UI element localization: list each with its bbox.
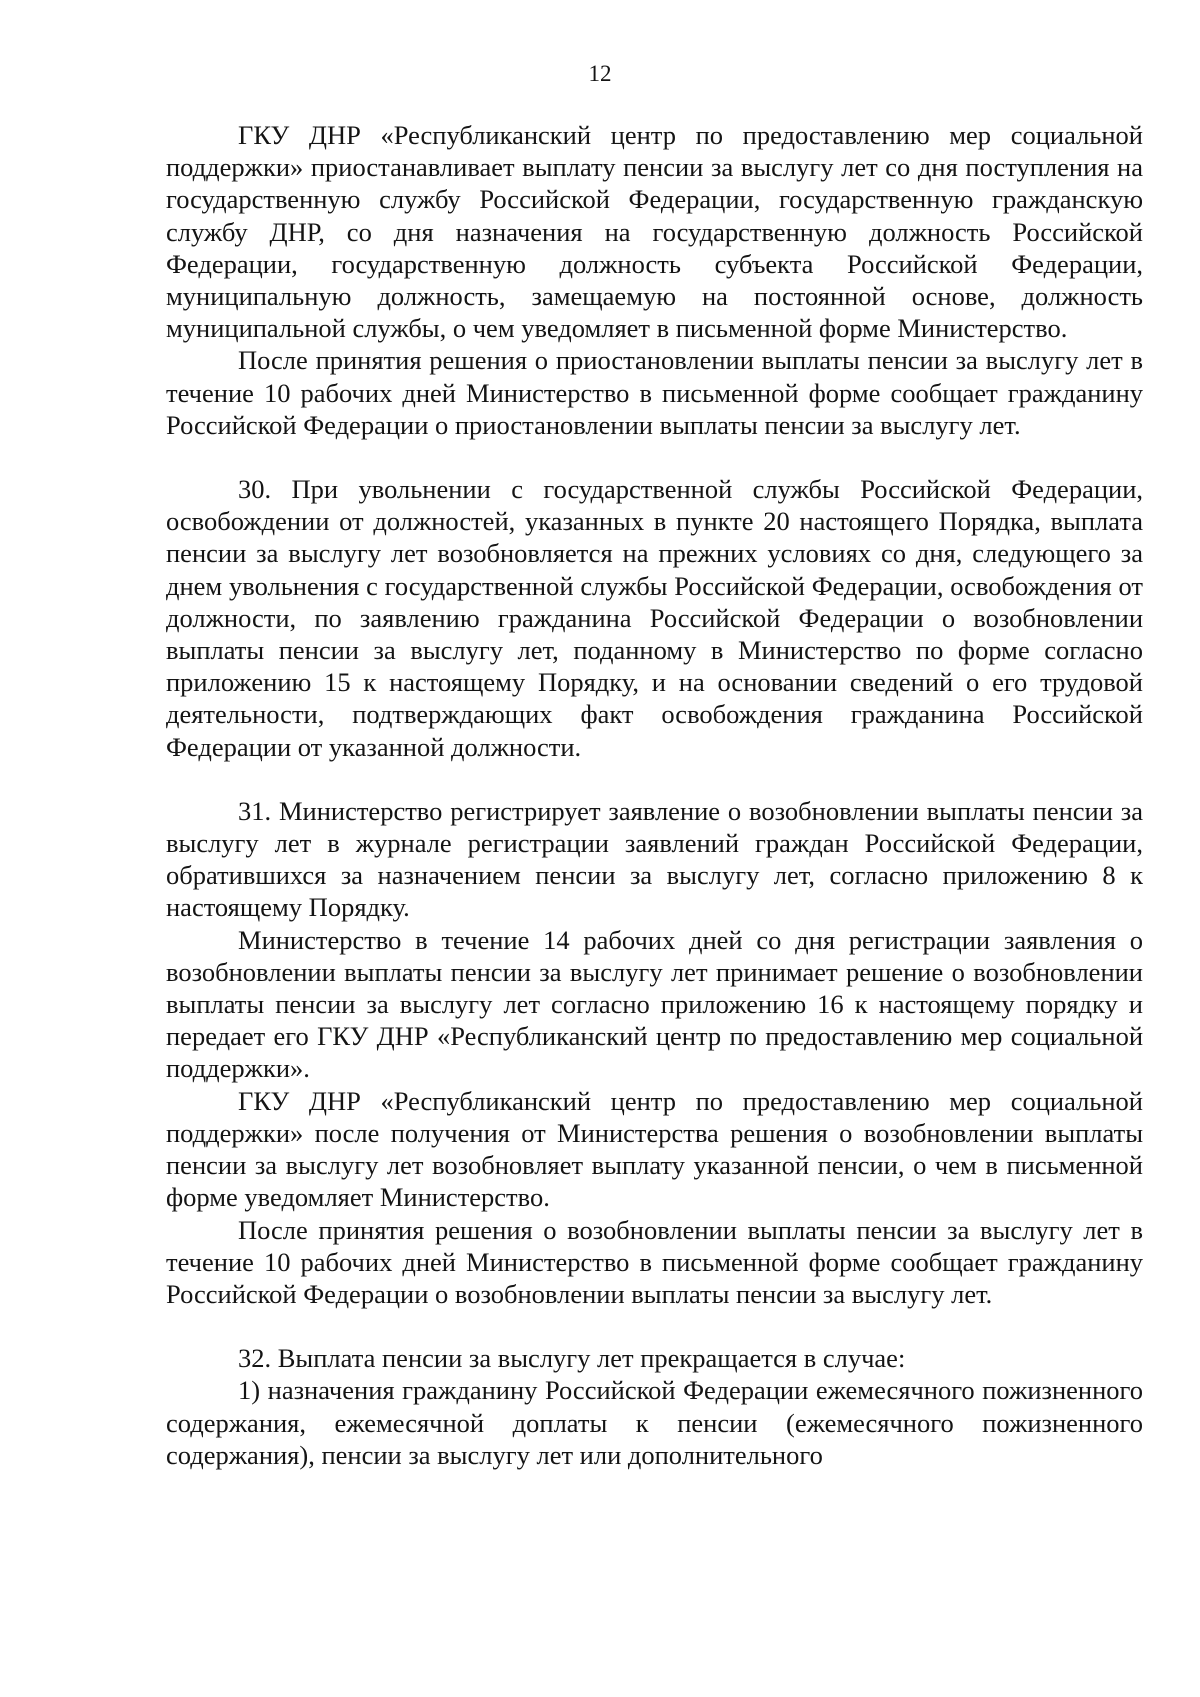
paragraph-resumption-notice: После принятия решения о возобновлении выплаты пенсии за выслугу лет в течение 10 рабочих дней Министерство в письменной форме сообщает гражданину Российской Федерации о возобновлении выплаты пенсии за выслугу лет. bbox=[166, 1214, 1143, 1309]
paragraph-item-30: 30. При увольнении с государственной службы Российской Федерации, освобождении от должностей, указанных в пункте 20 настоящего Порядка, выплата пенсии за выслугу лет возобновляется на прежних условиях со дня, следующего за днем увольнения с государственной службы Российской Федерации, освобождения от должности, по заявлению гражданина Российской Федерации о возобновлении выплаты пенсии за выслугу лет, поданному в Министерство по форме согласно приложению 15 к настоящему Порядку, и на основании сведений о его трудовой деятельности, подтверждающих факт освобождения гражданина Российской Федерации от указанной должности. bbox=[166, 474, 1143, 762]
paragraph-resumption-payment: ГКУ ДНР «Республиканский центр по предоставлению мер социальной поддержки» после получения от Министерства решения о возобновлении выплаты пенсии за выслугу лет возобновляет выплату указанной пенсии, о чем в письменной форме уведомляет Министерство. bbox=[166, 1085, 1143, 1213]
paragraph-resumption-decision: Министерство в течение 14 рабочих дней со дня регистрации заявления о возобновлении выплаты пенсии за выслугу лет принимает решение о возобновлении выплаты пенсии за выслугу лет согласно приложению 16 к настоящему порядку и передает его ГКУ ДНР «Республиканский центр по предоставлению мер социальной поддержки». bbox=[166, 924, 1143, 1084]
paragraph-item-32: 32. Выплата пенсии за выслугу лет прекращается в случае: bbox=[238, 1343, 906, 1374]
paragraph-suspension-notice: ГКУ ДНР «Республиканский центр по предоставлению мер социальной поддержки» приостанавливает выплату пенсии за выслугу лет со дня поступления на государственную службу Российской Федерации, государственную гражданскую службу ДНР, со дня назначения на государственную должность Российской Федерации, государственную должность субъекта Российской Федерации, муниципальную должность, замещаемую на постоянной основе, должность муниципальной службы, о чем уведомляет в письменной форме Министерство. bbox=[166, 120, 1143, 344]
document-body bbox=[166, 119, 1143, 1471]
paragraph-item-31: 31. Министерство регистрирует заявление о возобновлении выплаты пенсии за выслугу лет в журнале регистрации заявлений граждан Российской Федерации, обратившихся за назначением пенсии за выслугу лет, согласно приложению 8 к настоящему Порядку. bbox=[166, 795, 1143, 923]
paragraph-item-32-subitem-1: 1) назначения гражданину Российской Федерации ежемесячного пожизненного содержания, ежемесячной доплаты к пенсии (ежемесячного пожизненного содержания), пенсии за выслугу лет или дополнительного bbox=[166, 1375, 1143, 1470]
paragraph-suspension-decision: После принятия решения о приостановлении выплаты пенсии за выслугу лет в течение 10 рабочих дней Министерство в письменной форме сообщает гражданину Российской Федерации о приостановлении выплаты пенсии за выслугу лет. bbox=[166, 345, 1143, 440]
page-number: 12 bbox=[588, 61, 612, 86]
